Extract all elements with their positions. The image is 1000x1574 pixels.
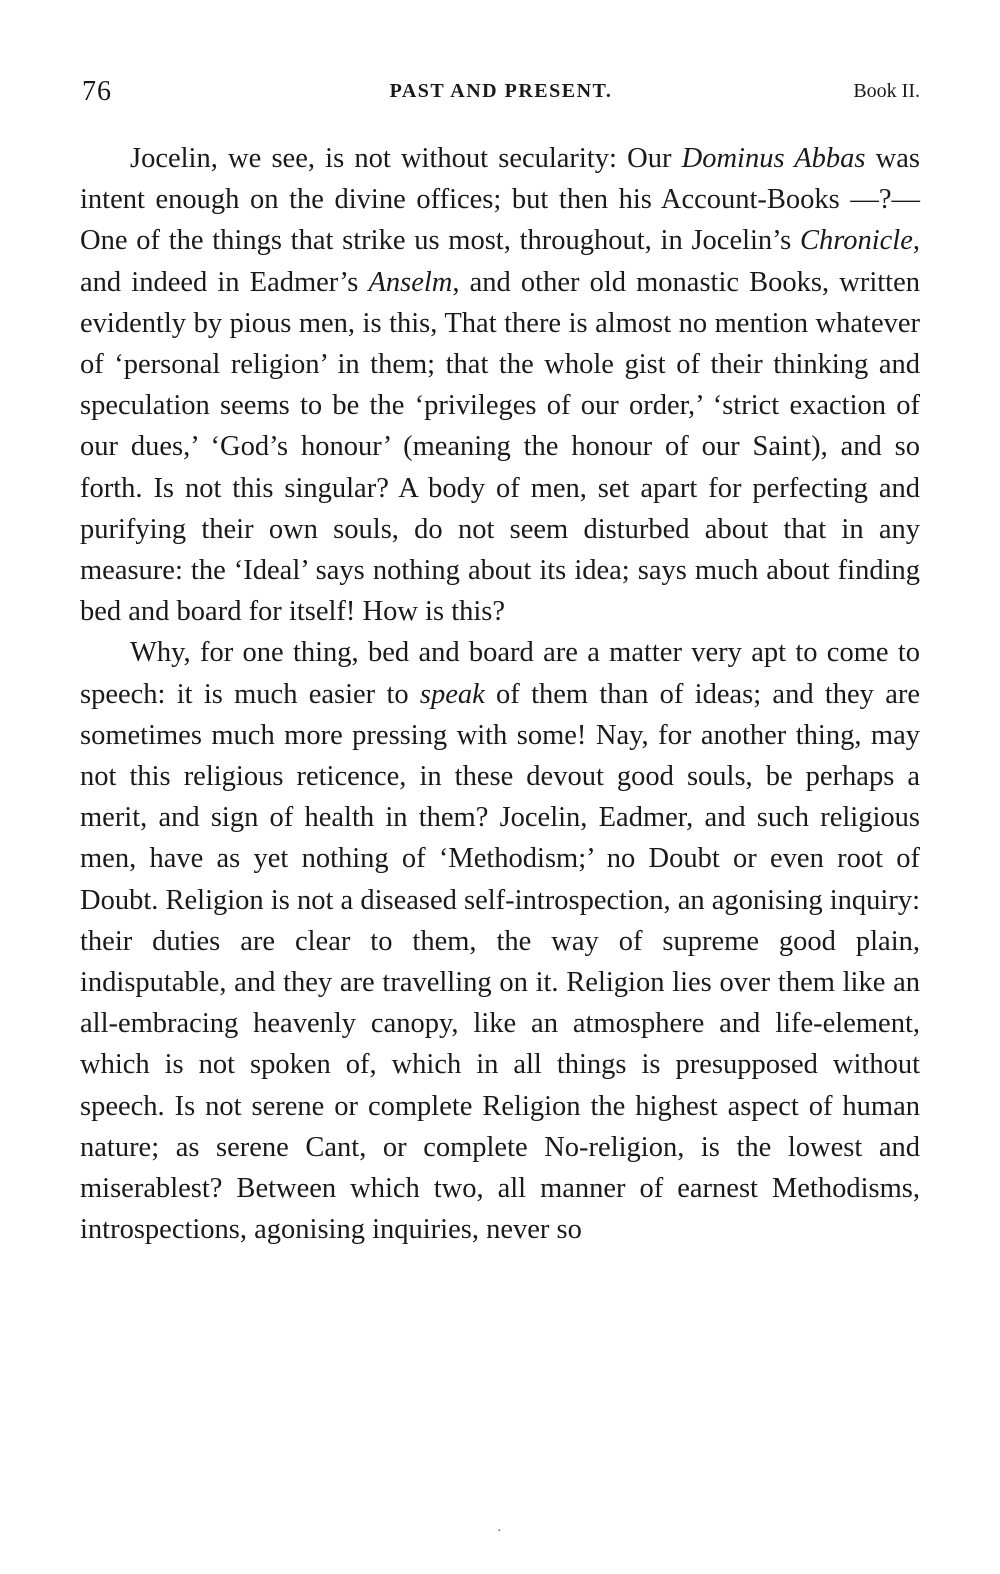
italic-term: Chronicle (799, 225, 913, 257)
printer-mark: · (497, 1524, 502, 1539)
paragraph-1 (80, 138, 920, 632)
text-run: was intent enough on the divine offices; but then his Account-Books —?—One of the things that strike us most, throughout, in Jocelin’s (80, 143, 921, 257)
paragraph-2 (80, 632, 920, 1250)
text-run: Why, for one thing, bed and board are a matter very apt to come to speech: it is much easier to (80, 637, 920, 710)
italic-term: Anselm (368, 266, 453, 298)
italic-term: speak (419, 678, 485, 710)
running-header (82, 76, 920, 112)
page-number: 76 (82, 76, 112, 107)
text-run: of them than of ideas; and they are sometimes much more pressing with some! Nay, for another thing, may not this religious reticence, in these devout good souls, be perhaps a merit, and sign of health in them? Jocelin, Eadmer, and such religious men, have as yet nothing of ‘Methodism;’ no Doubt or even root of Doubt. Religion is not a diseased self-introspection, an agonising inquiry: their duties are clear to them, the way of supreme good plain, indisputable, and they are travelling on it. Religion lies over them like an all-embracing heavenly canopy, like an atmosphere and life-element, which is not spoken of, which in all things is presupposed without speech. Is not serene or complete Religion the highest aspect of human nature; as serene Cant, or complete No-religion, is the lowest and miserablest? Between which two, all manner of earnest Methodisms, introspections, agonising inquiries, never so (80, 678, 920, 1246)
text-run: , and other old monastic Books, written evidently by pious men, is this, That there is almost no mention whatever of ‘personal religion’ in them; that the whole gist of their thinking and speculation seems to be the ‘privileges of our order,’ ‘strict exaction of our dues,’ ‘God’s honour’ (meaning the honour of our Saint), and so forth. Is not this singular? A body of men, set apart for perfecting and purifying their own souls, do not seem disturbed about that in any measure: the ‘Ideal’ says nothing about its idea; says much about finding bed and board for itself! How is this? (80, 266, 920, 628)
body-text (80, 138, 920, 1250)
running-title: PAST AND PRESENT. (389, 80, 613, 102)
text-run: Jocelin, we see, is not without secularity: Our (130, 143, 682, 174)
italic-term: Dominus Abbas (681, 143, 866, 174)
book-label: Book II. (853, 80, 920, 102)
text-run: , and indeed in Eadmer’s (80, 225, 920, 298)
